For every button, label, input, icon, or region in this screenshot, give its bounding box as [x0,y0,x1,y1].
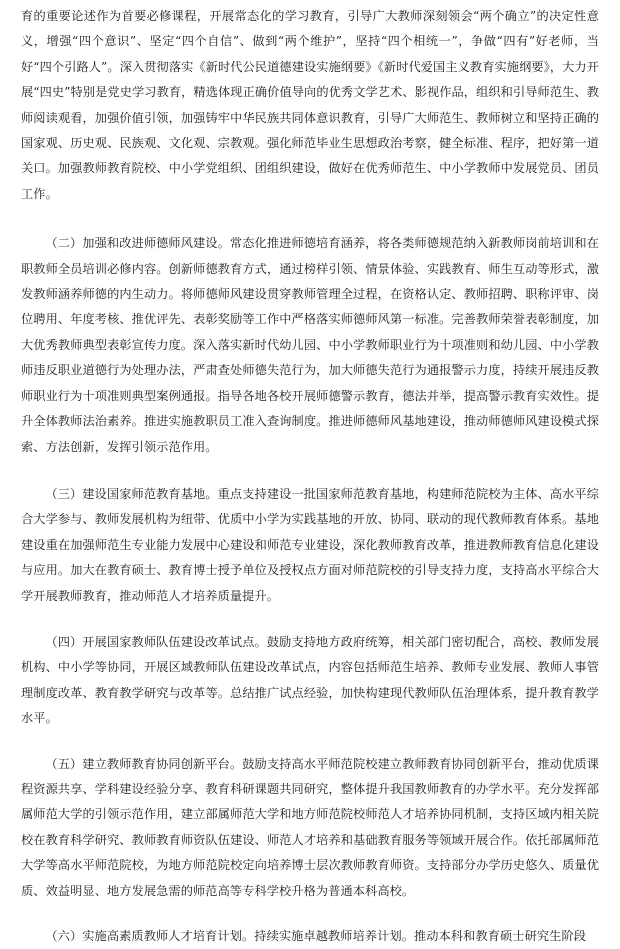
paragraph-6: （六）实施高素质教师人才培育计划。持续实施卓越教师培养计划。推动本科和教育硕士研究生阶段 [45,929,587,943]
paragraph-3: （三）建设国家师范教育基地。重点支持建设一批国家师范教育基地，构建师范院校为主体、高水平综合大学参与、教师发展机构为纽带、优质中小学为实践基地的开放、协同、联动的现代教师教育体系。基地建设重在加强师范生专业能力发展中心建设和师范专业建设，深化教师教育改革，推进教师教育信息化建设与应用。加大在教育硕士、教育博士授予单位及授权点方面对师范院校的引导支持力度，支持高水平综合大学开展教师教育，推动师范人才培养质量提升。 [21,486,599,603]
paragraph-4: （四）开展国家教师队伍建设改革试点。鼓励支持地方政府统筹，相关部门密切配合，高校、教师发展机构、中小学等协同，开展区域教师队伍建设改革试点，内容包括师范生培养、教师专业发展、教师人事管理制度改革、教育教学研究与改革等。总结推广试点经验，加快构建现代教师队伍治理体系，提升教育教学水平。 [21,634,599,726]
paragraph-2: （二）加强和改进师德师风建设。常态化推进师德培育涵养，将各类师德规范纳入新教师岗前培训和在职教师全员培训必修内容。创新师德教育方式，通过榜样引领、情景体验、实践教育、师生互动等形式，激发教师涵养师德的内生动力。将师德师风建设贯穿教师管理全过程，在资格认定、教师招聘、职称评审、岗位聘用、年度考核、推优评先、表彰奖励等工作中严格落实师德师风第一标准。完善教师荣誉表彰制度，加大优秀教师典型表彰宣传力度。深入落实新时代幼儿园、中小学教师职业行为十项准则和幼儿园、中小学教师违反职业道德行为处理办法，严肃查处师德失范行为，加大师德失范行为通报警示力度，持续开展违反教师职业行为十项准则典型案例通报。指导各地各校开展师德警示教育，德法并举，提高警示教育实效性。提升全体教师法治素养。推进实施教职员工准入查询制度。推进师德师风基地建设，推动师德师风建设模式探索、方法创新，发挥引领示范作用。 [21,236,599,454]
paragraph-5: （五）建立教师教育协同创新平台。鼓励支持高水平师范院校建立教师教育协同创新平台，推动优质课程资源共享、学科建设经验分享、教育科研课题共同研究，整体提升我国教师教育的办学水平。充分发挥部属师范大学的引领示范作用，建立部属师范大学和地方师范院校师范人才培养协同机制，支持区域内相关院校在教育科学研究、教师教育师资队伍建设、师范人才培养和基础教育服务等领域开展合作。依托部属师范大学等高水平师范院校，为地方师范院校定向培养博士层次教师教育师资。支持部分办学历史悠久、质量优质、效益明显、地方发展急需的师范高等专科学校升格为普通本科高校。 [21,756,599,898]
paragraph-1: 育的重要论述作为首要必修课程，开展常态化的学习教育，引导广大教师深刻领会“两个确立”的决定性意义，增强“四个意识”、坚定“四个自信”、做到“两个维护”，坚持“四个相统一”，争做“四有”好老师，当好“四个引路人”。深入贯彻落实《新时代公民道德建设实施纲要》《新时代爱国主义教育实施纲要》，大力开展“四史”特别是党史学习教育，精选体现正确价值导向的优秀文学艺术、影视作品，组织和引导师范生、教师阅读观看，加强价值引领，加强铸牢中华民族共同体意识教育，引导广大师范生、教师树立和坚持正确的国家观、历史观、民族观、文化观、宗教观。强化师范毕业生思想政治考察，健全标准、程序，把好第一道关口。加强教师教育院校、中小学党组织、团组织建设，做好在优秀师范生、中小学教师中发展党员、团员工作。 [21,9,599,201]
